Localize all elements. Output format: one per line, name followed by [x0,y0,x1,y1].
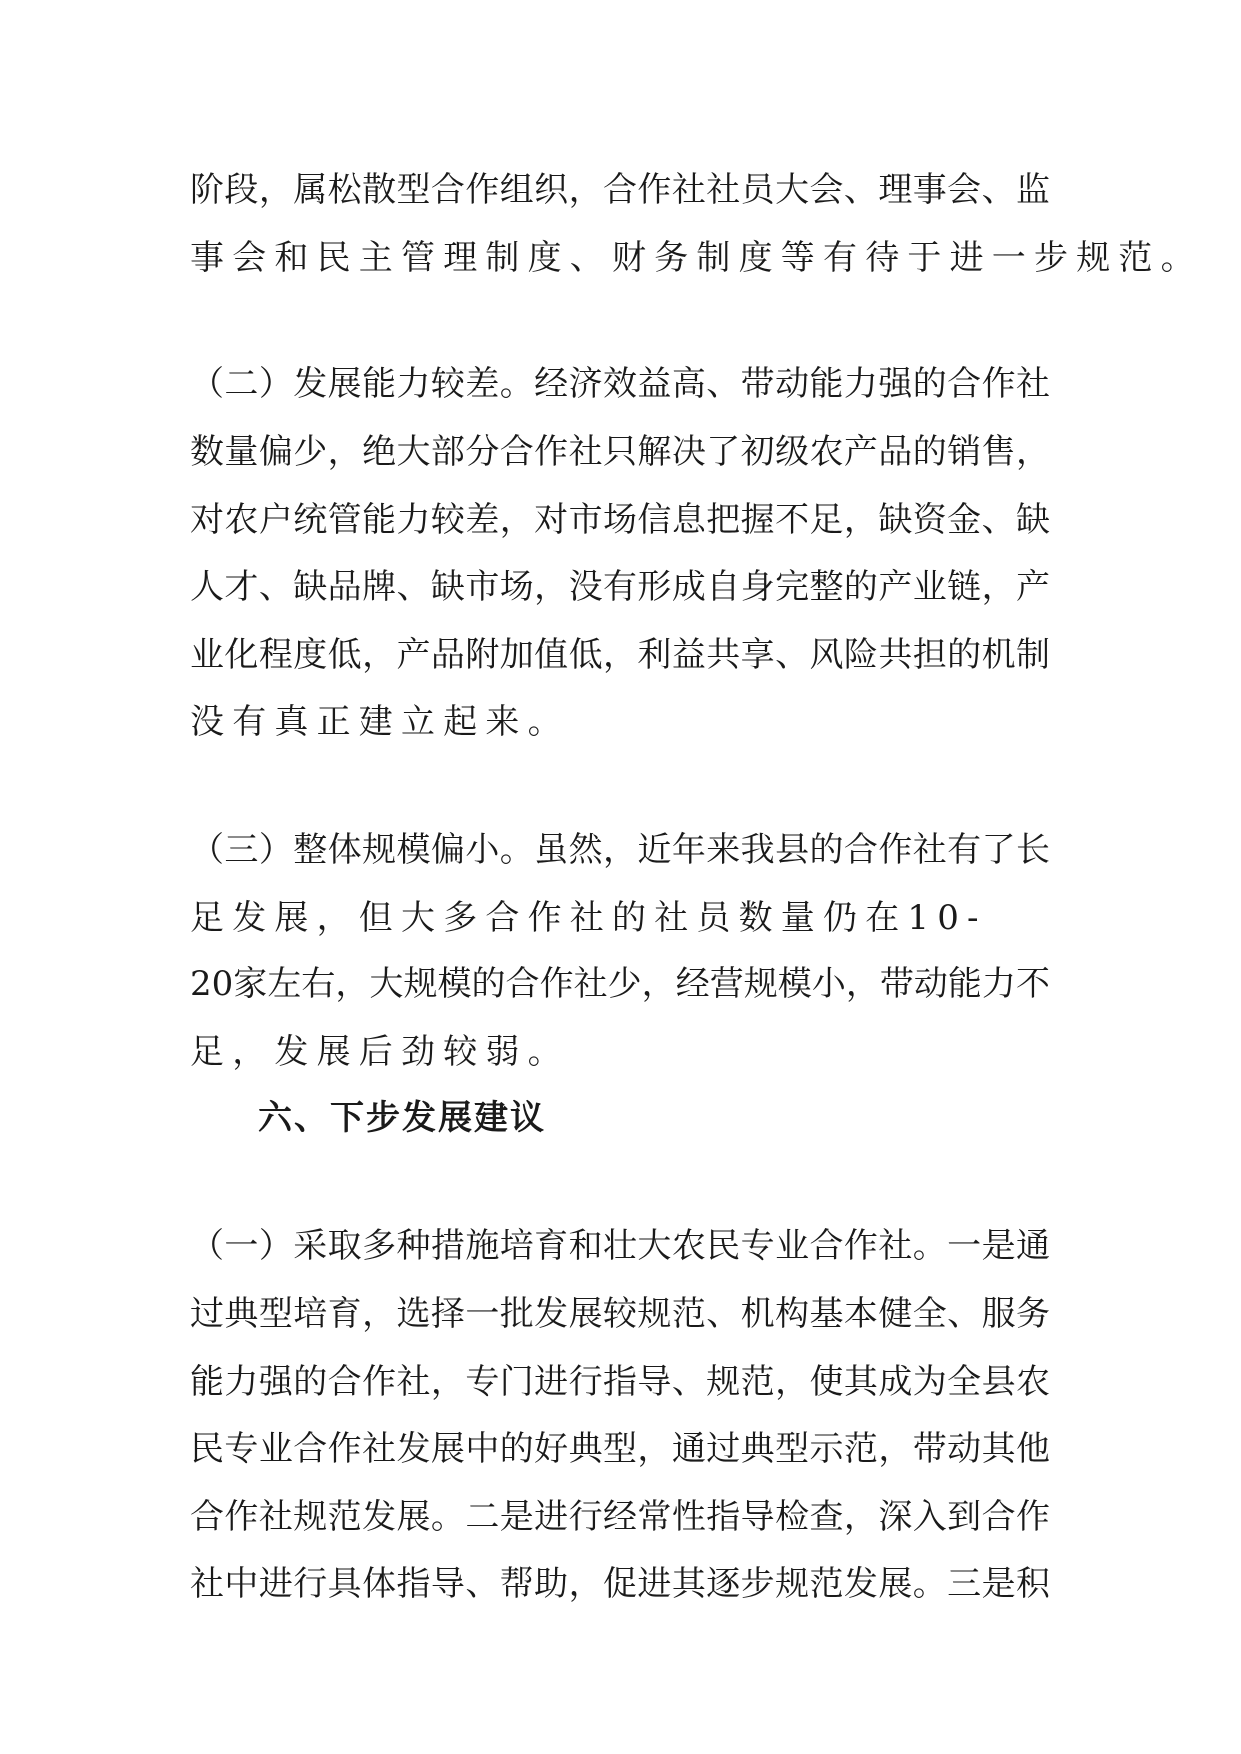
paragraph-line: 民专业合作社发展中的好典型，通过典型示范，带动其他 [190,1429,1050,1469]
paragraph-line: 足，发展后劲较弱。 [190,1032,570,1072]
paragraph-line: 没有真正建立起来。 [190,702,570,742]
paragraph-line: 人才、缺品牌、缺市场，没有形成自身完整的产业链，产 [190,567,1050,607]
section-heading: 六、下步发展建议 [258,1098,546,1138]
paragraph-line: 对农户统管能力较差，对市场信息把握不足，缺资金、缺 [190,500,1050,540]
paragraph-line: 能力强的合作社，专门进行指导、规范，使其成为全县农 [190,1362,1050,1402]
paragraph-line: 20家左右，大规模的合作社少，经营规模小，带动能力不 [190,964,1050,1004]
paragraph-line: 数量偏少，绝大部分合作社只解决了初级农产品的销售， [190,432,1050,472]
paragraph-line: 业化程度低，产品附加值低，利益共享、风险共担的机制 [190,635,1050,675]
paragraph-line: 合作社规范发展。二是进行经常性指导检查，深入到合作 [190,1497,1050,1537]
paragraph-line: （二）发展能力较差。经济效益高、带动能力强的合作社 [190,364,1050,404]
paragraph-line: 事会和民主管理制度、财务制度等有待于进一步规范。 [190,238,1203,278]
paragraph-line: （三）整体规模偏小。虽然，近年来我县的合作社有了长 [190,830,1050,870]
paragraph-line: 足发展，但大多合作社的社员数量仍在10- [190,898,987,938]
paragraph-line: 阶段，属松散型合作组织，合作社社员大会、理事会、监 [190,170,1050,210]
paragraph-line: 社中进行具体指导、帮助，促进其逐步规范发展。三是积 [190,1564,1050,1604]
paragraph-line: （一）采取多种措施培育和壮大农民专业合作社。一是通 [190,1226,1050,1266]
paragraph-line: 过典型培育，选择一批发展较规范、机构基本健全、服务 [190,1294,1050,1334]
